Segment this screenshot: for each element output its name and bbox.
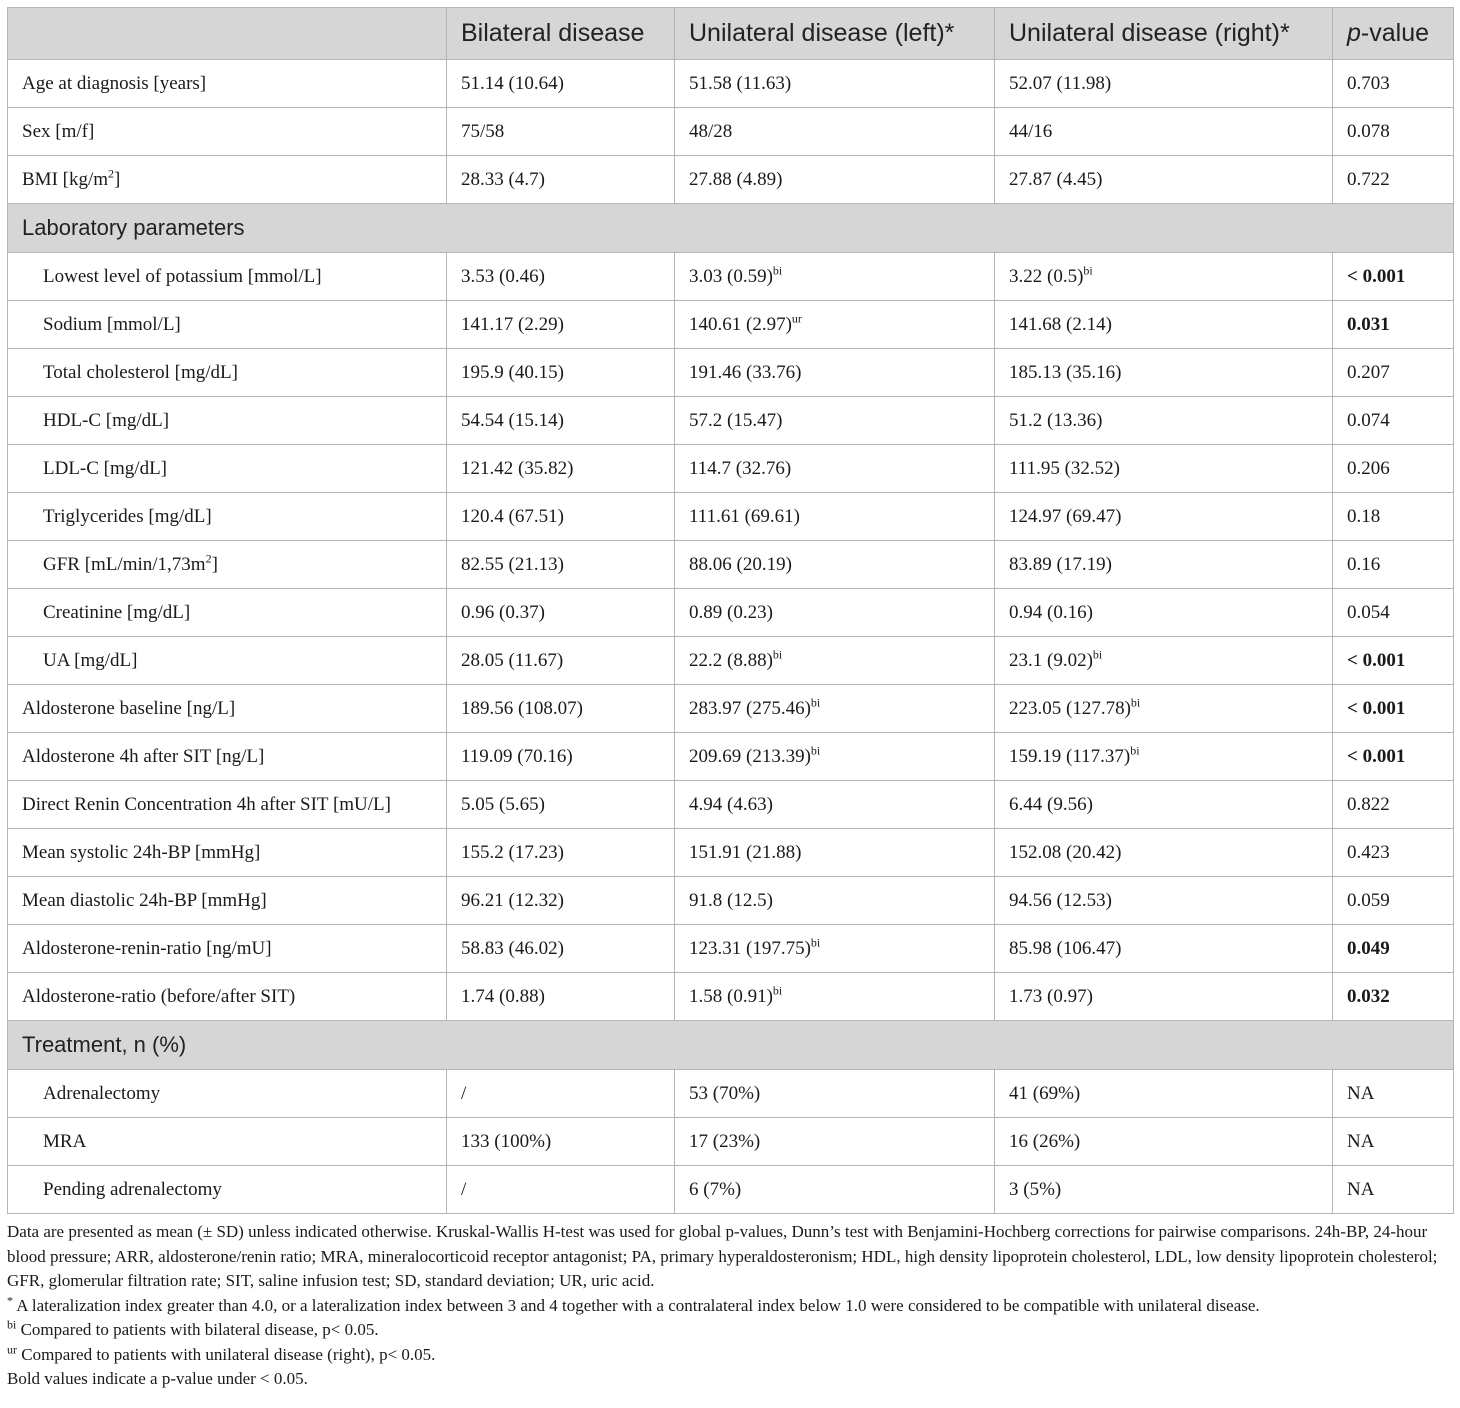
cell-unilateral-right: 111.95 (32.52): [995, 445, 1333, 493]
cell-superscript: bi: [772, 647, 783, 662]
cell-unilateral-left: 191.46 (33.76): [675, 349, 995, 397]
table-row: [8, 493, 1454, 541]
section-row-treatment: [8, 1021, 1454, 1070]
label-superscript: 2: [108, 166, 115, 181]
cell-unilateral-right: 41 (69%): [995, 1070, 1333, 1118]
cell-unilateral-left: 111.61 (69.61): [675, 493, 995, 541]
cell-bilateral: 141.17 (2.29): [447, 301, 675, 349]
cell-p-value: 0.822: [1333, 781, 1454, 829]
table-row: [8, 1118, 1454, 1166]
cell-unilateral-left: 6 (7%): [675, 1166, 995, 1214]
cell-p-value: 0.703: [1333, 60, 1454, 108]
cell-bilateral: 189.56 (108.07): [447, 685, 675, 733]
cell-p-value: < 0.001: [1333, 253, 1454, 301]
cell-p-value: NA: [1333, 1166, 1454, 1214]
cell-value: 3.22 (0.5): [1009, 265, 1084, 287]
header-p-italic: p: [1347, 19, 1361, 47]
row-label: MRA: [8, 1118, 447, 1166]
section-row-laboratory: [8, 204, 1454, 253]
cell-unilateral-left: [675, 925, 995, 973]
cell-p-value: NA: [1333, 1070, 1454, 1118]
label-text: GFR [mL/min/1,73m: [43, 553, 206, 575]
section-title: Laboratory parameters: [8, 204, 1454, 253]
cell-p-value: NA: [1333, 1118, 1454, 1166]
cell-unilateral-right: [995, 733, 1333, 781]
cell-p-value: 0.207: [1333, 349, 1454, 397]
cell-unilateral-left: [675, 301, 995, 349]
cell-value: 159.19 (117.37): [1009, 745, 1131, 767]
cell-bilateral: 119.09 (70.16): [447, 733, 675, 781]
label-end: ]: [114, 168, 121, 190]
cell-unilateral-right: 185.13 (35.16): [995, 349, 1333, 397]
cell-unilateral-left: 151.91 (21.88): [675, 829, 995, 877]
cell-unilateral-left: 17 (23%): [675, 1118, 995, 1166]
cell-value: 223.05 (127.78): [1009, 697, 1131, 719]
footnote-bold: Bold values indicate a p-value under < 0.05.: [7, 1369, 308, 1388]
table-row: [8, 445, 1454, 493]
cell-bilateral: 120.4 (67.51): [447, 493, 675, 541]
cell-bilateral: 195.9 (40.15): [447, 349, 675, 397]
cell-value: 283.97 (275.46): [689, 697, 811, 719]
cell-superscript: bi: [1083, 263, 1093, 278]
cell-value: 123.31 (197.75): [689, 937, 811, 959]
header-empty-cell: [8, 8, 447, 60]
cell-unilateral-right: 51.2 (13.36): [995, 397, 1333, 445]
row-label: Aldosterone-renin-ratio [ng/mU]: [8, 925, 447, 973]
cell-bilateral: 133 (100%): [447, 1118, 675, 1166]
footnote-abbreviations: Data are presented as mean (± SD) unless indicated otherwise. Kruskal-Wallis H-test was used for global p-values, Dunn’s test with Benjamini-Hochberg corrections for pairwise comparisons. 24h-BP, 24-hour blood pressure; ARR, aldosterone/renin ratio; MRA, mineralocorticoid receptor antagonist; PA, primary hyperaldosteronism; HDL, high density lipoprotein cholesterol, LDL, low density lipoprotein cholesterol; GFR, glomerular filtration rate; SIT, saline infusion test; SD, standard deviation; UR, uric acid.: [7, 1222, 1438, 1290]
cell-unilateral-left: [675, 685, 995, 733]
cell-value: 3.03 (0.59): [689, 265, 773, 287]
label-text: BMI [kg/m: [22, 168, 109, 190]
cell-unilateral-right: 16 (26%): [995, 1118, 1333, 1166]
header-unilateral-right: Unilateral disease (right)*: [995, 8, 1333, 60]
table-row: [8, 60, 1454, 108]
cell-value: 23.1 (9.02): [1009, 649, 1093, 671]
cell-unilateral-left: 53 (70%): [675, 1070, 995, 1118]
cell-superscript: bi: [1130, 743, 1140, 758]
cell-bilateral: 28.33 (4.7): [447, 156, 675, 204]
cell-p-value: 0.059: [1333, 877, 1454, 925]
cell-superscript: bi: [1092, 647, 1103, 662]
cell-unilateral-left: 114.7 (32.76): [675, 445, 995, 493]
header-p-value: [1333, 8, 1454, 60]
row-label: Age at diagnosis [years]: [8, 60, 447, 108]
table-row: [8, 1070, 1454, 1118]
cell-superscript: ur: [791, 311, 802, 326]
footnote-bilateral: [7, 1318, 1453, 1343]
cell-p-value: 0.423: [1333, 829, 1454, 877]
cell-bilateral: /: [447, 1070, 675, 1118]
row-label: Total cholesterol [mg/dL]: [8, 349, 447, 397]
cell-bilateral: /: [447, 1166, 675, 1214]
label-end: ]: [211, 553, 218, 575]
cell-p-value: < 0.001: [1333, 637, 1454, 685]
cell-unilateral-left: 4.94 (4.63): [675, 781, 995, 829]
cell-p-value: 0.032: [1333, 973, 1454, 1021]
cell-unilateral-right: 6.44 (9.56): [995, 781, 1333, 829]
row-label: Sex [m/f]: [8, 108, 447, 156]
table-row: [8, 589, 1454, 637]
cell-unilateral-right: [995, 637, 1333, 685]
row-label: Aldosterone 4h after SIT [ng/L]: [8, 733, 447, 781]
cell-unilateral-left: [675, 637, 995, 685]
cell-bilateral: 155.2 (17.23): [447, 829, 675, 877]
header-row: [8, 8, 1454, 60]
cell-bilateral: 5.05 (5.65): [447, 781, 675, 829]
cell-superscript: bi: [772, 983, 783, 998]
cell-p-value: 0.054: [1333, 589, 1454, 637]
table-row: [8, 349, 1454, 397]
cell-value: 140.61 (2.97): [689, 313, 792, 335]
row-label: UA [mg/dL]: [8, 637, 447, 685]
cell-unilateral-right: [995, 685, 1333, 733]
cell-value: 209.69 (213.39): [689, 745, 811, 767]
cell-bilateral: 51.14 (10.64): [447, 60, 675, 108]
cell-bilateral: 1.74 (0.88): [447, 973, 675, 1021]
cell-bilateral: 121.42 (35.82): [447, 445, 675, 493]
cell-p-value: 0.078: [1333, 108, 1454, 156]
cell-superscript: bi: [810, 695, 821, 710]
cell-bilateral: 75/58: [447, 108, 675, 156]
cell-bilateral: 3.53 (0.46): [447, 253, 675, 301]
table-row: [8, 877, 1454, 925]
cell-p-value: 0.074: [1333, 397, 1454, 445]
cell-unilateral-right: 1.73 (0.97): [995, 973, 1333, 1021]
row-label: Sodium [mmol/L]: [8, 301, 447, 349]
footnote-ur-mark: ur: [7, 1341, 17, 1356]
cell-unilateral-right: 52.07 (11.98): [995, 60, 1333, 108]
cell-p-value: < 0.001: [1333, 685, 1454, 733]
row-label: Aldosterone baseline [ng/L]: [8, 685, 447, 733]
cell-p-value: 0.031: [1333, 301, 1454, 349]
cell-unilateral-right: 152.08 (20.42): [995, 829, 1333, 877]
cell-value: 22.2 (8.88): [689, 649, 773, 671]
footnote-star-mark: *: [7, 1292, 13, 1307]
cell-unilateral-left: [675, 973, 995, 1021]
cell-bilateral: 0.96 (0.37): [447, 589, 675, 637]
table-row: [8, 637, 1454, 685]
header-unilateral-left: Unilateral disease (left)*: [675, 8, 995, 60]
row-label: Direct Renin Concentration 4h after SIT [mU/L]: [8, 781, 447, 829]
cell-unilateral-left: 48/28: [675, 108, 995, 156]
header-bilateral: Bilateral disease: [447, 8, 675, 60]
cell-unilateral-right: [995, 253, 1333, 301]
table-container: [7, 7, 1453, 1392]
cell-bilateral: 54.54 (15.14): [447, 397, 675, 445]
cell-unilateral-left: 91.8 (12.5): [675, 877, 995, 925]
cell-p-value: 0.049: [1333, 925, 1454, 973]
row-label: LDL-C [mg/dL]: [8, 445, 447, 493]
cell-bilateral: 82.55 (21.13): [447, 541, 675, 589]
cell-value: 1.58 (0.91): [689, 985, 773, 1007]
table-row: [8, 1166, 1454, 1214]
cell-unilateral-left: 51.58 (11.63): [675, 60, 995, 108]
cell-unilateral-right: 3 (5%): [995, 1166, 1333, 1214]
cell-p-value: 0.206: [1333, 445, 1454, 493]
table-row: [8, 108, 1454, 156]
table-row: [8, 541, 1454, 589]
cell-bilateral: 58.83 (46.02): [447, 925, 675, 973]
table-row: [8, 397, 1454, 445]
footnote-star-text: A lateralization index greater than 4.0, or a lateralization index between 3 and 4 together with a contralateral index below 1.0 were considered to be compatible with unilateral disease.: [13, 1295, 1260, 1315]
table-row: [8, 253, 1454, 301]
cell-superscript: bi: [772, 263, 783, 278]
cell-unilateral-right: 141.68 (2.14): [995, 301, 1333, 349]
footnote-lateralization: [7, 1294, 1453, 1319]
cell-unilateral-left: 57.2 (15.47): [675, 397, 995, 445]
row-label: [8, 541, 447, 589]
cell-bilateral: 96.21 (12.32): [447, 877, 675, 925]
cell-unilateral-left: [675, 733, 995, 781]
cell-unilateral-right: 44/16: [995, 108, 1333, 156]
header-p-rest: -value: [1360, 19, 1429, 47]
cell-unilateral-right: 83.89 (17.19): [995, 541, 1333, 589]
footnote-ur-text: Compared to patients with unilateral disease (right), p< 0.05.: [17, 1344, 436, 1364]
cell-unilateral-left: 0.89 (0.23): [675, 589, 995, 637]
cell-superscript: bi: [1130, 695, 1141, 710]
cell-unilateral-left: 27.88 (4.89): [675, 156, 995, 204]
cell-p-value: 0.18: [1333, 493, 1454, 541]
table-row: [8, 301, 1454, 349]
cell-superscript: bi: [810, 743, 821, 758]
cell-bilateral: 28.05 (11.67): [447, 637, 675, 685]
row-label: [8, 156, 447, 204]
cell-p-value: 0.16: [1333, 541, 1454, 589]
row-label: Pending adrenalectomy: [8, 1166, 447, 1214]
label-superscript: 2: [205, 551, 212, 566]
footnote-bi-text: Compared to patients with bilateral disease, p< 0.05.: [16, 1320, 379, 1339]
cell-unilateral-right: 124.97 (69.47): [995, 493, 1333, 541]
cell-unilateral-right: 94.56 (12.53): [995, 877, 1333, 925]
cell-unilateral-right: 27.87 (4.45): [995, 156, 1333, 204]
table-row: [8, 685, 1454, 733]
results-table: [7, 7, 1454, 1214]
row-label: Mean diastolic 24h-BP [mmHg]: [8, 877, 447, 925]
row-label: Mean systolic 24h-BP [mmHg]: [8, 829, 447, 877]
cell-unilateral-left: 88.06 (20.19): [675, 541, 995, 589]
table-row: [8, 781, 1454, 829]
table-footnotes: [7, 1220, 1453, 1392]
table-row: [8, 733, 1454, 781]
footnote-unilateral-right: [7, 1343, 1453, 1368]
cell-unilateral-right: 85.98 (106.47): [995, 925, 1333, 973]
cell-unilateral-left: [675, 253, 995, 301]
table-row: [8, 156, 1454, 204]
row-label: Aldosterone-ratio (before/after SIT): [8, 973, 447, 1021]
section-title: Treatment, n (%): [8, 1021, 1454, 1070]
row-label: Lowest level of potassium [mmol/L]: [8, 253, 447, 301]
cell-unilateral-right: 0.94 (0.16): [995, 589, 1333, 637]
row-label: HDL-C [mg/dL]: [8, 397, 447, 445]
table-row: [8, 829, 1454, 877]
row-label: Triglycerides [mg/dL]: [8, 493, 447, 541]
table-row: [8, 973, 1454, 1021]
footnote-bi-mark: bi: [7, 1317, 17, 1332]
cell-p-value: 0.722: [1333, 156, 1454, 204]
cell-superscript: bi: [810, 935, 821, 950]
row-label: Creatinine [mg/dL]: [8, 589, 447, 637]
row-label: Adrenalectomy: [8, 1070, 447, 1118]
cell-p-value: < 0.001: [1333, 733, 1454, 781]
table-row: [8, 925, 1454, 973]
